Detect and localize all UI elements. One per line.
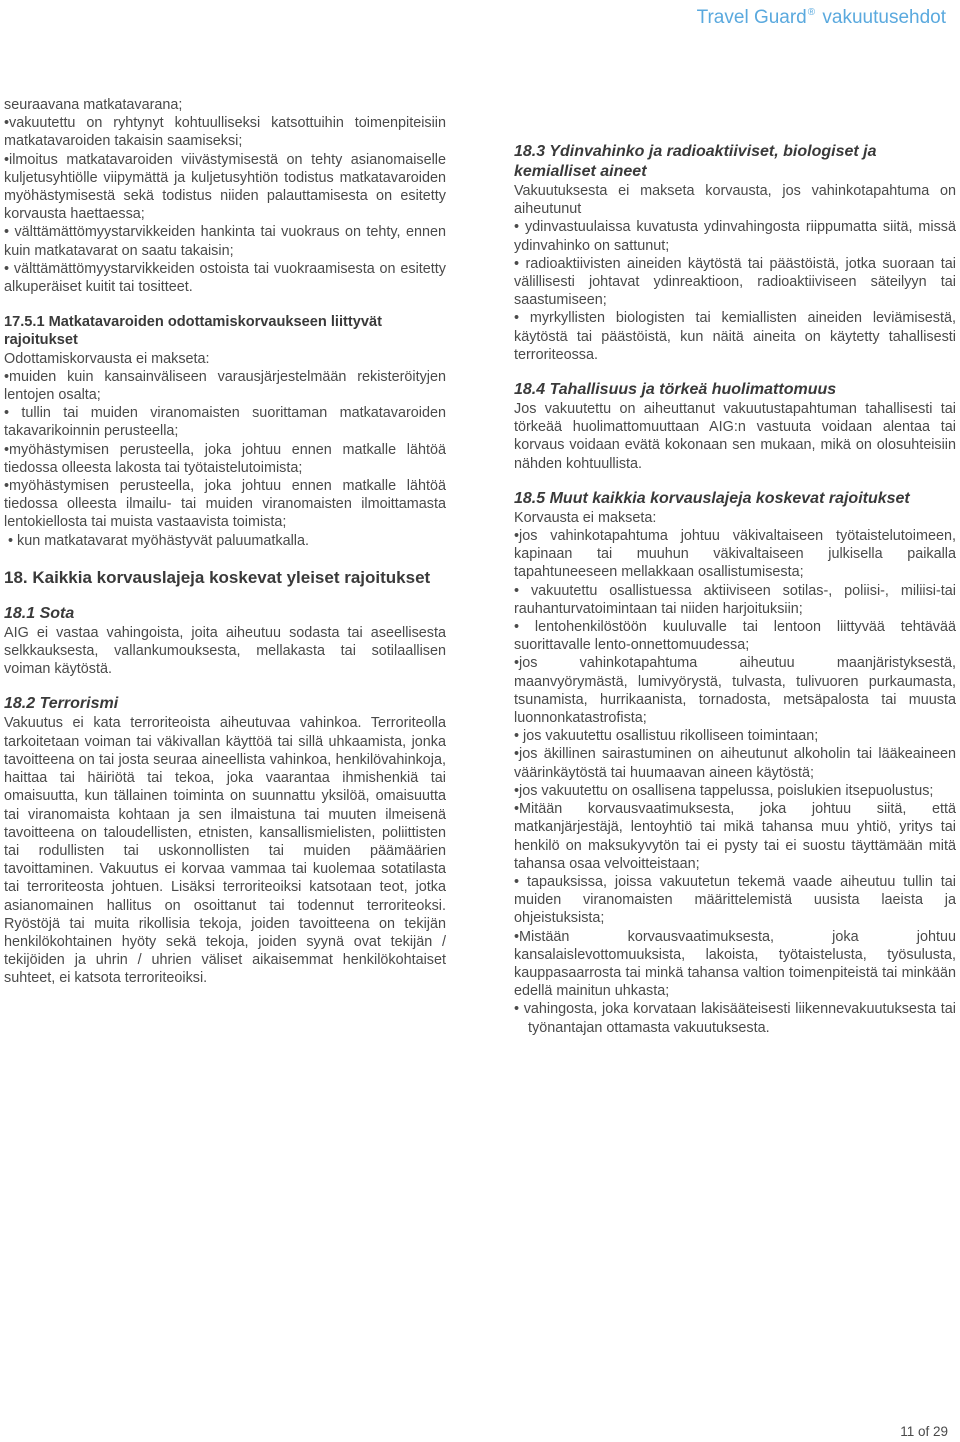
- paragraph: Vakuutus ei kata terroriteoista aiheutuvaa vahinkoa. Terroriteolla tarkoitetaan voiman tai väkivallan käyttöä tai sillä uhkaamista, jonka tavoitteena on tai josta seuraa aineellista vahinkoa, henkilövahinkoja, haittaa tai häiriötä tai tekoa, joka vaarantaa ihmishenkiä tai omaisuutta, kun tällainen toiminta on suunnattu yksilöä, omaisuutta tai viranomaista kohtaan ja sen ilmaistuna tai muuten ilmeisenä tavoitteena on taloudellisten, etnisten, kansallismielisten, poliittisten tai rodullisten tai uskonnollisten tai muiden päämäärien tavoittaminen. Vakuutus ei korvaa vammaa tai kuolemaa sotatilasta tai terroriteosta johtuen. Lisäksi terroriteoiksi katsotaan teot, jotka asianomainen hallitus on osoittanut tai todennut terroriteoksi. Ryöstöjä tai muita rikollisia tekoja, joiden tavoitteena on tekijän henkilökohtainen hyöty sekä tekoja, joiden syynä ovat tekijän / tekijöiden ja uhrin / uhrien väliset aikaisemmat henkilökohtaiset suhteet, ei katsota terroriteoiksi.: [4, 715, 446, 987]
- list-item: • jos vakuutettu osallistuu rikolliseen toimintaan;: [514, 728, 819, 745]
- list-item: • kun matkatavarat myöhästyvät paluumatkalla.: [8, 532, 309, 549]
- section-heading: 18. Kaikkia korvauslajeja koskevat yleiset rajoitukset: [4, 567, 431, 587]
- paragraph: Korvausta ei makseta:: [514, 509, 657, 526]
- list-item: •Mistään korvausvaatimuksesta, joka johtuu kansalaislevottomuuksista, lakoista, työtaistelusta, työsulusta, kauppasaarrosta tai minkä tahansa valtion toimenpiteistä tai minkään edellä mainitun uhkasta;: [514, 928, 956, 1000]
- right-column: [514, 142, 956, 1037]
- list-item: •Mitään korvausvaatimuksesta, joka johtuu siitä, että matkanjärjestäjä, lentoyhtiö tai mikä tahansa muu yhtiö, yritys tai henkilö on maksukyvytön tai ei pysty tai ei suostu täyttämään mitä tahansa osaa velvoitteistaan;: [514, 801, 956, 872]
- subsection-heading: 18.4 Tahallisuus ja törkeä huolimattomuus: [514, 381, 837, 399]
- list-item: • ydinvastuulaissa kuvatusta ydinvahingosta riippumatta siitä, missä ydinvahinko on sattunut;: [514, 219, 956, 254]
- list-item: •myöhästymisen perusteella, joka johtuu ennen matkalle lähtöä tiedossa olleesta ilmailu- tai muiden viranomaisten ilmoittamasta lentokiellosta tai muista vastaavista toimista;: [4, 478, 446, 531]
- list-item: •jos äkillinen sairastuminen on aiheutunut alkoholin tai lääkeaineen väärinkäytöstä tai huumaavan aineen käytöstä;: [514, 746, 956, 781]
- list-item: • vakuutettu osallistuessa aktiiviseen sotilas-, poliisi-, miliisi-tai rauhanturvatoimintaan tai niiden harjoituksiin;: [514, 582, 956, 617]
- list-item: • tapauksissa, joissa vakuutetun tekemä vaade aiheutuu tullin tai muiden viranomaisten määrittelemistä uusista laeista ja ohjeistuksista;: [514, 873, 956, 927]
- section-heading: 17.5.1 Matkatavaroiden odottamiskorvaukseen liittyvät rajoitukset: [4, 314, 382, 349]
- subsection-heading: 18.2 Terrorismi: [4, 695, 119, 713]
- list-item: •myöhästymisen perusteella, joka johtuu ennen matkalle lähtöä tiedossa olleesta lakosta tai työtaistelutoimista;: [4, 441, 446, 476]
- paragraph: seuraavana matkatavarana;: [4, 97, 183, 113]
- paragraph: Odottamiskorvausta ei makseta:: [4, 350, 210, 367]
- paragraph: Jos vakuutettu on aiheuttanut vakuutustapahtuman tahallisesti tai törkeää huolimattomuuttaan AIG:n vastuuta voidaan alentaa tai korvaus voidaan evätä kokonaan sen mukaan, mikä on olosuhteisiin nähden kohtuullista.: [514, 401, 956, 472]
- list-item: •vakuutettu on ryhtynyt kohtuulliseksi katsottuihin toimenpiteisiin matkatavaroiden takaisin saamiseksi;: [4, 115, 446, 150]
- left-column: [4, 96, 446, 988]
- registered-mark: ®: [807, 7, 816, 18]
- subsection-heading: 18.1 Sota: [4, 604, 75, 622]
- document-header: [697, 0, 946, 26]
- list-item: • välttämättömyystarvikkeiden hankinta tai vuokraus on tehty, ennen kuin matkatavarat on saatu takaisin;: [4, 224, 446, 259]
- paragraph: Vakuutuksesta ei makseta korvausta, jos vahinkotapahtuma on aiheutunut: [514, 183, 956, 218]
- list-item: • lentohenkilöstöön kuuluvalle tai lentoon liittyvää tehtävää suorittavalle lento-onnettomuudessa;: [514, 619, 956, 654]
- header-suffix: vakuutusehdot: [822, 7, 946, 28]
- list-item: •muiden kuin kansainväliseen varausjärjestelmään rekisteröityjen lentojen osalta;: [4, 368, 446, 404]
- list-item: •ilmoitus matkatavaroiden viivästymisestä on tehty asianomaiselle kuljetusyhtiölle viipymättä ja kuljetusyhtiön todistus matkatavaroiden myöhästymisestä sekä todistus niiden palauttamisesta on esitetty korvausta haettaessa;: [4, 151, 446, 223]
- page-number: 11 of 29: [900, 1424, 948, 1439]
- list-item: • tullin tai muiden viranomaisten suorittaman matkatavaroiden takavarikoinnin perusteella;: [4, 405, 446, 440]
- list-item: • vahingosta, joka korvataan lakisääteisesti liikennevakuutuksesta tai työnantajan ottamasta vakuutuksesta.: [514, 1001, 956, 1036]
- subsection-heading: 18.5 Muut kaikkia korvauslajeja koskevat rajoitukset: [514, 489, 910, 507]
- paragraph: AIG ei vastaa vahingoista, joita aiheutuu sodasta tai aseellisesta selkkauksesta, vallankumouksesta, mellakasta tai sotilaallisen voiman käytöstä.: [4, 624, 446, 678]
- list-item: • välttämättömyystarvikkeiden ostoista tai vuokraamisesta on esitetty alkuperäiset kuitit tai tositteet.: [4, 260, 446, 296]
- header-brand: Travel Guard: [696, 7, 807, 28]
- list-item: •jos vakuutettu on osallisena tappelussa, poislukien itsepuolustus;: [514, 782, 934, 799]
- list-item: • radioaktiivisten aineiden käytöstä tai päästöistä, jotka suoraan tai välillisesti johtavat ydinreaktioon, radioaktiiviseen säteilyyn tai saastumiseen;: [514, 255, 956, 309]
- list-item: • myrkyllisten biologisten tai kemiallisten aineiden leviämisestä, käytöstä tai päästöistä, kun näitä aineita on käytetty tahallisesti terroriteossa.: [514, 310, 956, 363]
- subsection-heading: 18.3 Ydinvahinko ja radioaktiiviset, biologiset ja kemialliset aineet: [514, 143, 877, 180]
- list-item: •jos vahinkotapahtuma johtuu väkivaltaiseen työtaistelutoimeen, kapinaan tai muuhun väkivaltaiseen julkisella paikalla tapahtuneeseen mellakkaan osallistumisesta;: [514, 528, 956, 581]
- list-item: •jos vahinkotapahtuma aiheutuu maanjäristyksestä, maanvyörymästä, lumivyörystä, tulvasta, tulivuoren purkaumasta, tsunamista, hurrikaanista, tornadosta, metsäpalosta tai muusta luonnonkatastrofista;: [514, 655, 956, 727]
